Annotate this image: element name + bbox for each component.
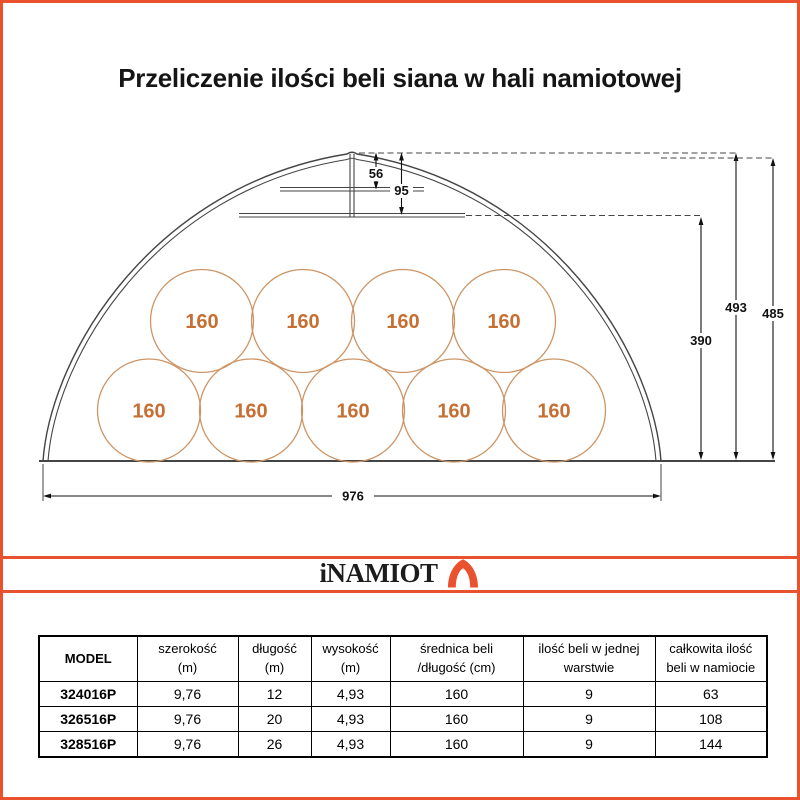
table-cell-model: 324016P [39,682,137,707]
table-cell: 4,93 [311,707,390,732]
table-cell-model: 328516P [39,732,137,758]
table-cell: 4,93 [311,682,390,707]
col-header-model: MODEL [39,636,137,682]
dimension-inner-height [755,158,791,460]
col-header-bales-per-layer: ilość beli w jednej warstwie [523,636,655,682]
table-cell: 160 [390,707,523,732]
table-cell: 12 [238,682,311,707]
bale-diameter-label: 160 [437,400,471,423]
table-cell: 9 [523,732,655,758]
table-cell: 160 [390,732,523,758]
tent-icon [445,558,481,588]
col-header-width: szerokość (m) [137,636,238,682]
table-row [39,707,767,732]
dimension-total-height [718,153,754,460]
brand-logo [3,558,797,588]
model-specs-table [38,635,768,758]
table-row [39,732,767,758]
bale-diameter-label: 160 [234,400,268,423]
table-row [39,682,767,707]
dimension-label-493: 493 [725,300,747,315]
table-cell: 108 [655,707,767,732]
col-header-height: wysokość (m) [311,636,390,682]
bale-diameter-label: 160 [132,400,166,423]
brand-rule-bottom [3,590,797,593]
table-header-row [39,636,767,682]
col-header-bale-diameter: średnica beli /długość (cm) [390,636,523,682]
table-cell: 4,93 [311,732,390,758]
roof-truss [239,154,465,217]
table-cell: 20 [238,707,311,732]
table-cell: 9 [523,682,655,707]
bale-diameter-label: 160 [386,311,420,333]
table-cell-model: 326516P [39,707,137,732]
page-title: Przeliczenie ilości beli siana w hali namiotowej [118,63,682,93]
bale-diameter-label: 160 [487,311,521,333]
bale-diameter-label: 160 [286,311,320,333]
dimension-label-390: 390 [690,333,712,348]
extension-dashed-lines [359,153,773,216]
bale-diameter-label: 160 [537,400,571,423]
dimension-total-width [43,464,661,504]
dimension-peak-to-truss [365,153,388,190]
table-cell: 63 [655,682,767,707]
table-cell: 9 [523,707,655,732]
table-cell: 144 [655,732,767,758]
dimension-label-976: 976 [342,488,364,504]
dimension-label-56: 56 [368,166,384,181]
bale-diameter-label: 160 [185,311,219,333]
col-header-total-bales: całkowita ilość beli w namiocie [655,636,767,682]
table-cell: 9,76 [137,707,238,732]
tent-cross-section-diagram [3,3,800,548]
table-cell: 9,76 [137,682,238,707]
col-header-length: długość (m) [238,636,311,682]
dimension-label-485: 485 [762,306,784,321]
table-cell: 9,76 [137,732,238,758]
hay-bale-circles [98,270,606,463]
table-cell: 26 [238,732,311,758]
bale-diameter-label: 160 [336,400,370,423]
table-cell: 160 [390,682,523,707]
dimension-side-wall-height [683,217,719,460]
brand-logo-text: iNAMIOT [319,558,438,588]
dimension-label-95: 95 [394,183,409,198]
